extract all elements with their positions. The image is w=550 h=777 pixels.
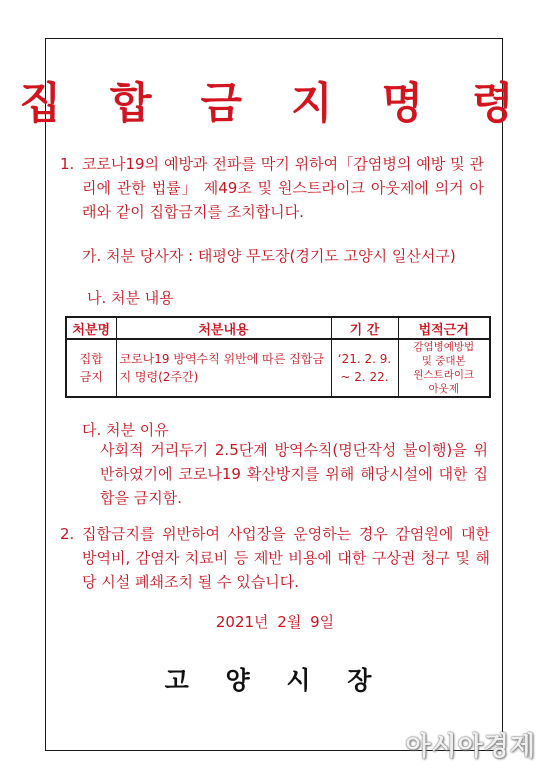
header-content: 처분내용 xyxy=(116,317,331,339)
header-name: 처분명 xyxy=(66,317,116,339)
section-1-number: 1. xyxy=(60,155,75,173)
cell-basis: 감염병예방법 및 중대본 원스트라이크 아웃제 xyxy=(398,339,490,397)
reason-heading: 다. 처분 이유 xyxy=(82,421,169,439)
cell-content: 코로나19 방역수칙 위반에 따른 집합금지 명령(2주간) xyxy=(116,339,331,397)
issue-date: 2021년 2월 9일 xyxy=(215,613,335,631)
watermark-logo: 아시아경제 xyxy=(405,732,536,762)
subject-line: 가. 처분 당사자 : 태평양 무도장(경기도 고양시 일산서구) xyxy=(82,247,456,265)
header-period: 기 간 xyxy=(331,317,398,339)
document-title: 집 합 금 지 명 령 xyxy=(19,79,531,129)
header-basis: 법적근거 xyxy=(398,317,490,339)
disposition-table xyxy=(65,316,491,398)
signature-mayor: 고 양 시 장 xyxy=(164,666,386,695)
disposition-heading: 나. 처분 내용 xyxy=(87,289,174,307)
section-1-text: 코로나19의 예방과 전파를 막기 위하여「감염병의 예방 및 관리에 관한 법률」 제49조 및 원스트라이크 아웃제에 의거 아래와 같이 집합금지를 조치합니다. xyxy=(82,155,484,221)
table-row xyxy=(66,339,490,397)
section-2-number: 2. xyxy=(60,525,75,543)
section-2-text: 집합금지를 위반하여 사업장을 운영하는 경우 감염원에 대한 방역비, 감염자 치료비 등 제반 비용에 대한 구상권 청구 및 해당 시설 폐쇄조치 될 수 있습니다. xyxy=(82,525,490,591)
reason-body: 사회적 거리두기 2.5단계 방역수칙(명단작성 불이행)을 위반하였기에 코로나19 확산방지를 위해 해당시설에 대한 집합을 금지함. xyxy=(100,441,488,507)
cell-period: ‘21. 2. 9. ~ 2. 22. xyxy=(331,339,398,397)
table-header-row xyxy=(66,317,490,339)
cell-name: 집합 금지 xyxy=(66,339,116,397)
